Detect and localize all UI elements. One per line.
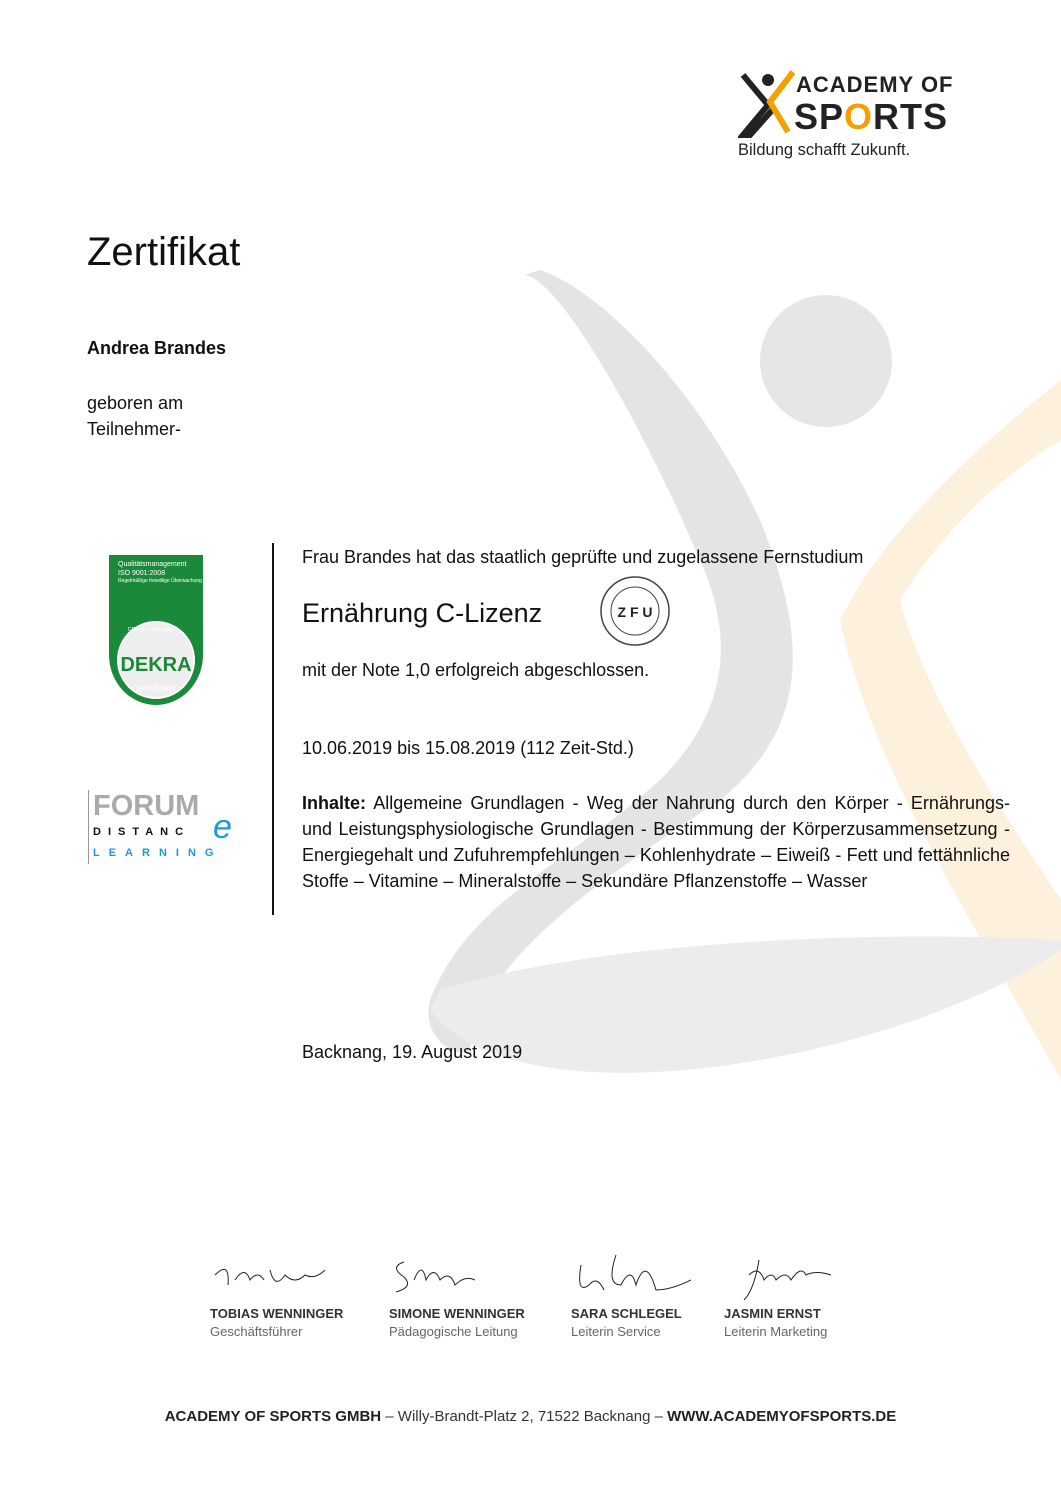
signature-icon [389,1250,509,1300]
participant-name: Andrea Brandes [87,338,227,358]
grade-text: mit der Note 1,0 erfolgreich abgeschlossen. [302,660,650,680]
signature-block: SIMONE WENNINGER Pädagogische Leitung [389,1250,549,1339]
signature-icon [724,1250,844,1300]
athlete-logo-icon [738,70,798,140]
signature-block: JASMIN ERNST Leiterin Marketing [724,1250,884,1339]
course-period: 10.06.2019 bis 15.08.2019 (112 Zeit-Std.) [302,738,634,758]
divider [272,543,274,915]
participant-details: geboren am Teilnehmer- [87,393,184,439]
forum-distance-learning-logo: FORUM DISTANC e LEARNING [88,790,239,864]
certificate-title: Zertifikat [87,230,241,274]
zfu-seal [596,575,674,647]
dekra-badge: Qualitätsmanagement ISO 9001:2008 Regelmäßige freiwillige Überwachung DEKRA Certification DEKRA zertifiziert [108,555,204,707]
academy-of-sports-logo: ACADEMY OF SPORTS Bildung schafft Zukunft. [738,72,954,159]
signature-block: SARA SCHLEGEL Leiterin Service [571,1250,731,1339]
intro-text: Frau Brandes hat das staatlich geprüfte und zugelassene Fernstudium [302,547,864,567]
course-contents: Inhalte: Allgemeine Grundlagen - Weg der Nahrung durch den Körper - Ernährungs- und Leistungsphysiologische Grundlagen - Bestimmung der Körperzusammensetzung - Energiegehalt und Zufuhrempfehlungen – Kohlenhydrate – Eiweiß - Fett und fettähnliche Stoffe – Vitamine – Mineralstoffe – Sekundäre Pflanzenstoffe – Wasser [302,793,1010,891]
place-date: Backnang, 19. August 2019 [302,1042,523,1062]
website-link[interactable]: WWW.ACADEMYOFSPORTS.DE [667,1408,897,1425]
signature-icon [571,1250,691,1300]
svg-text:Z F U: Z F U [617,604,653,620]
logo-wordmark: SPORTS [794,96,949,137]
signature-block: TOBIAS WENNINGER Geschäftsführer [210,1250,370,1339]
course-title: Ernährung C-Lizenz [302,598,543,628]
signature-icon [210,1250,330,1300]
footer: ACADEMY OF SPORTS GMBH – Willy-Brandt-Platz 2, 71522 Backnang – WWW.ACADEMYOFSPORTS.DE [164,1408,897,1425]
